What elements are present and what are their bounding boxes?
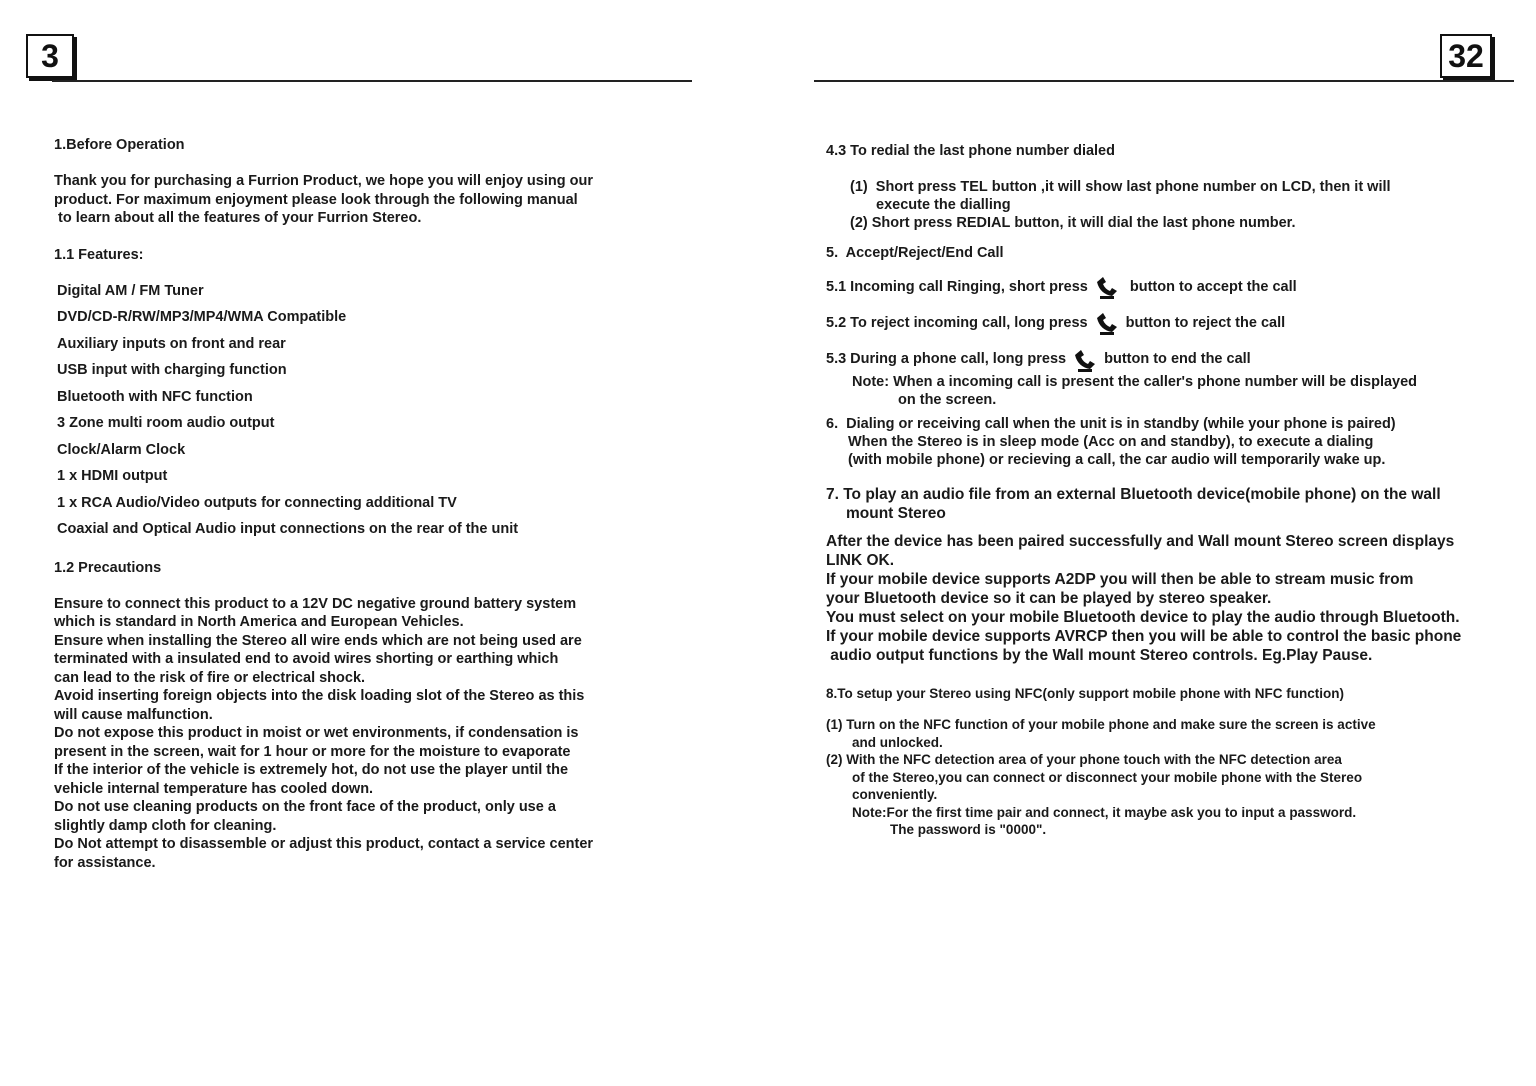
redial-keyword: REDIAL <box>956 215 1011 231</box>
redial-step-1-text: button ,it will show last phone number on LCD, then it will <box>987 179 1391 195</box>
accept-call-text: 5.1 Incoming call Ringing, short press <box>826 279 1088 295</box>
intro-line: Thank you for purchasing a Furrion Product, we hope you will enjoy using our <box>54 173 593 189</box>
redial-step-2-text: button, it will dial the last phone number. <box>1010 215 1296 231</box>
bluetooth-line: If your mobile device supports AVRCP then you will be able to control the basic phone <box>826 627 1462 645</box>
precaution-line: Avoid inserting foreign objects into the disk loading slot of the Stereo as this <box>54 688 585 704</box>
nfc-password: The password is "0000". <box>890 822 1047 838</box>
nfc-heading: 8.To setup your Stereo using NFC(only support mobile phone with NFC function) <box>826 685 1344 701</box>
header-rule <box>52 80 692 82</box>
precaution-line: Do not expose this product in moist or wet environments, if condensation is <box>54 725 579 741</box>
bluetooth-heading-cont: mount Stereo <box>846 504 946 522</box>
accept-call-line <box>826 274 1516 300</box>
nfc-step-cont: of the Stereo,you can connect or disconnect your mobile phone with the Stereo <box>852 769 1363 785</box>
bluetooth-line: your Bluetooth device so it can be played by stereo speaker. <box>826 589 1272 607</box>
phone-call-icon <box>1072 347 1098 373</box>
bluetooth-line: After the device has been paired successfully and Wall mount Stereo screen displays <box>826 532 1455 550</box>
header-rule <box>814 80 1514 82</box>
feature-item: Coaxial and Optical Audio input connections on the rear of the unit <box>57 521 519 537</box>
accept-call-text: button to accept the call <box>1125 279 1297 295</box>
precaution-line: If the interior of the vehicle is extremely hot, do not use the player until the <box>54 762 569 778</box>
precaution-line: which is standard in North America and European Vehicles. <box>54 614 464 630</box>
nfc-step-cont: conveniently. <box>852 787 938 803</box>
nfc-section <box>826 685 1516 839</box>
precaution-line: can lead to the risk of fire or electrical shock. <box>54 669 366 686</box>
redial-step-1-cont: execute the dialling <box>876 197 1011 213</box>
page-number: 32 <box>1440 34 1492 78</box>
redial-heading: 4.3 To redial the last phone number dialed <box>826 143 1115 159</box>
precaution-line: slightly damp cloth for cleaning. <box>54 817 277 834</box>
feature-item: Digital AM / FM Tuner <box>57 282 204 299</box>
before-operation-heading: 1.Before Operation <box>54 137 185 153</box>
left-content <box>54 136 634 872</box>
precaution-line: Ensure to connect this product to a 12V DC negative ground battery system <box>54 595 577 612</box>
precaution-line: present in the screen, wait for 1 hour or more for the moisture to evaporate <box>54 743 571 760</box>
feature-item: USB input with charging function <box>57 362 287 378</box>
bluetooth-section <box>826 485 1516 665</box>
precaution-line: terminated with a insulated end to avoid wires shorting or earthing which <box>54 651 559 667</box>
bluetooth-line: You must select on your mobile Bluetooth device to play the audio through Bluetooth. <box>826 608 1460 626</box>
feature-item: Bluetooth with NFC function <box>57 388 253 405</box>
reject-call-line <box>826 310 1516 336</box>
bluetooth-line: LINK OK. <box>826 551 895 569</box>
reject-call-text: button to reject the call <box>1125 315 1286 332</box>
feature-item: 1 x RCA Audio/Video outputs for connecting additional TV <box>57 494 457 511</box>
end-call-text: 5.3 During a phone call, long press <box>826 351 1067 368</box>
feature-item: 3 Zone multi room audio output <box>57 415 275 431</box>
precaution-line: Do not use cleaning products on the front face of the product, only use a <box>54 799 556 815</box>
precaution-line: for assistance. <box>54 854 156 871</box>
precautions-heading: 1.2 Precautions <box>54 559 162 576</box>
page-number: 3 <box>26 34 74 78</box>
nfc-step: (2) With the NFC detection area of your phone touch with the NFC detection area <box>826 752 1342 768</box>
reject-call-text: 5.2 To reject incoming call, long press <box>826 315 1088 332</box>
phone-call-icon <box>1094 310 1120 336</box>
bluetooth-line: If your mobile device supports A2DP you will then be able to stream music from <box>826 570 1414 588</box>
precaution-line: Ensure when installing the Stereo all wire ends which are not being used are <box>54 632 582 649</box>
feature-item: DVD/CD-R/RW/MP3/MP4/WMA Compatible <box>57 309 347 325</box>
redial-step-2 <box>826 214 1516 232</box>
call-heading: 5. Accept/Reject/End Call <box>826 245 1004 261</box>
bluetooth-line: audio output functions by the Wall mount Stereo controls. Eg.Play Pause. <box>826 646 1373 664</box>
end-call-text: button to end the call <box>1104 351 1251 368</box>
end-call-line <box>826 346 1516 372</box>
precaution-line: Do Not attempt to disassemble or adjust this product, contact a service center <box>54 836 594 852</box>
bluetooth-heading: 7. To play an audio file from an external Bluetooth device(mobile phone) on the wall <box>826 485 1441 503</box>
nfc-step: (1) Turn on the NFC function of your mobile phone and make sure the screen is active <box>826 717 1376 733</box>
intro-line: product. For maximum enjoyment please look through the following manual <box>54 191 578 208</box>
precaution-line: vehicle internal temperature has cooled down. <box>54 780 374 797</box>
feature-item: Auxiliary inputs on front and rear <box>57 335 286 352</box>
phone-call-icon <box>1094 274 1120 300</box>
feature-item: 1 x HDMI output <box>57 468 168 484</box>
nfc-step-cont: and unlocked. <box>852 734 943 750</box>
right-page <box>768 0 1536 1086</box>
tel-keyword: TEL <box>960 179 988 195</box>
caller-note-cont: on the screen. <box>898 391 997 408</box>
redial-step-2-text: (2) Short press <box>850 215 957 231</box>
redial-step-1-text: (1) Short press <box>850 179 961 195</box>
standby-line: 6. Dialing or receiving call when the unit is in standby (while your phone is paired) <box>826 415 1396 432</box>
caller-note: Note: When a incoming call is present the caller's phone number will be displayed <box>852 373 1418 390</box>
intro-line: to learn about all the features of your Furrion Stereo. <box>54 210 422 226</box>
right-content <box>826 142 1516 839</box>
precaution-line: will cause malfunction. <box>54 706 213 723</box>
standby-line: (with mobile phone) or recieving a call, the car audio will temporarily wake up. <box>848 451 1386 468</box>
nfc-note: Note:For the first time pair and connect, it maybe ask you to input a password. <box>852 804 1357 820</box>
standby-line: When the Stereo is in sleep mode (Acc on and standby), to execute a dialing <box>848 433 1374 450</box>
features-heading: 1.1 Features: <box>54 246 144 263</box>
redial-step-1 <box>826 178 1516 196</box>
feature-item: Clock/Alarm Clock <box>57 441 186 458</box>
